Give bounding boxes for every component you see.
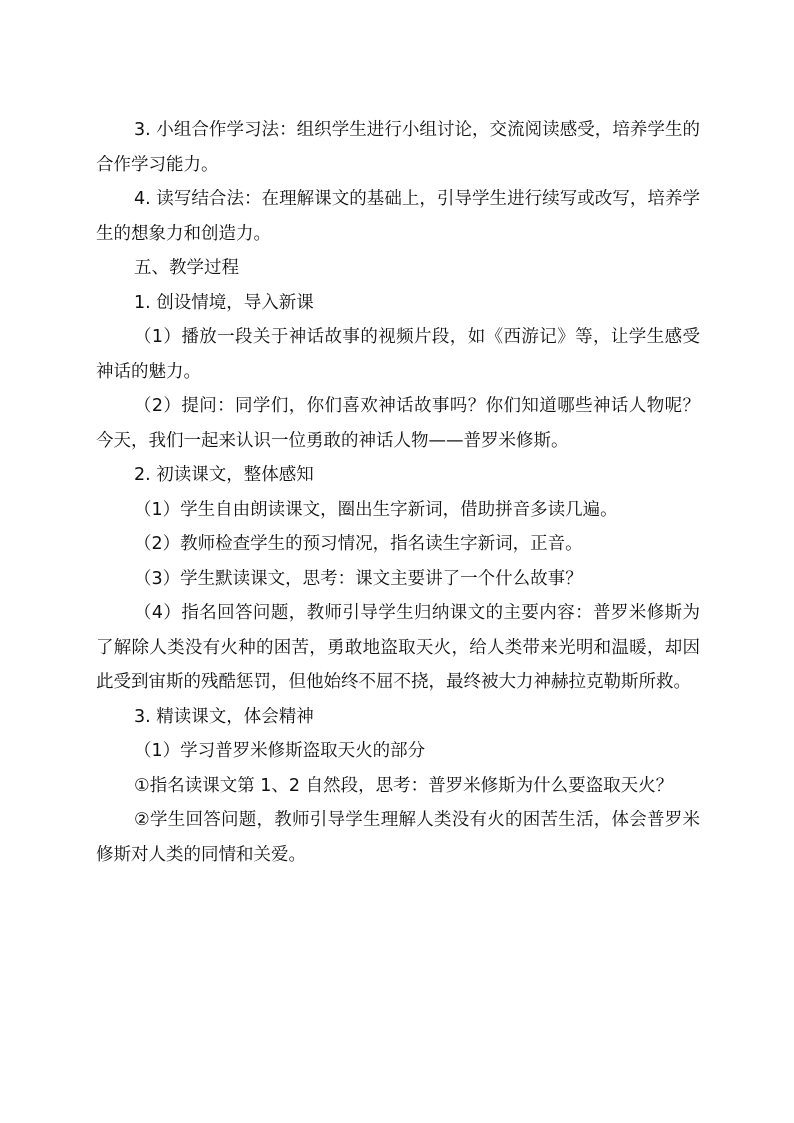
- step-3-point-2: ②学生回答问题，教师引导学生理解人类没有火的困苦生活，体会普罗米修斯对人类的同情和关爱。: [96, 810, 700, 865]
- step-3-point-1: ①指名读课文第 1、2 自然段，思考：普罗米修斯为什么要盗取天火？: [134, 775, 674, 796]
- step-2-item-1: （1）学生自由朗读课文，圈出生字新词，借助拼音多读几遍。: [134, 499, 618, 520]
- step-2-item-2: （2）教师检查学生的预习情况，指名读生字新词，正音。: [134, 534, 583, 554]
- step-3-subheading-1: （1）学习普罗米修斯盗取天火的部分: [134, 741, 426, 761]
- step-heading-2: 2. 初读课文，整体感知: [134, 465, 314, 485]
- paragraph-method-3: 3. 小组合作学习法：组织学生进行小组讨论，交流阅读感受，培养学生的合作学习能力。: [96, 120, 700, 175]
- step-heading-3: 3. 精读课文，体会精神: [134, 706, 314, 727]
- paragraph-method-4: 4. 读写结合法：在理解课文的基础上，引导学生进行续写或改写，培养学生的想象力和创造力。: [96, 189, 700, 244]
- step-2-item-4: （4）指名回答问题，教师引导学生归纳课文的主要内容：普罗米修斯为了解除人类没有火种的困苦，勇敢地盗取天火，给人类带来光明和温暖，却因此受到宙斯的残酷惩罚，但他始终不屈不挠，最终被大力神赫拉克勒斯所救。: [96, 603, 700, 692]
- step-1-item-2: （2）提问：同学们，你们喜欢神话故事吗？你们知道哪些神话人物呢？今天，我们一起来认识一位勇敢的神话人物——普罗米修斯。: [96, 396, 700, 451]
- step-2-item-3: （3）学生默读课文，思考：课文主要讲了一个什么故事？: [134, 568, 583, 589]
- document-body: [96, 113, 700, 872]
- section-heading-teaching-process: 五、教学过程: [134, 258, 239, 278]
- step-1-item-1: （1）播放一段关于神话故事的视频片段，如《西游记》等，让学生感受神话的魅力。: [96, 327, 700, 382]
- step-heading-1: 1. 创设情境，导入新课: [134, 292, 314, 313]
